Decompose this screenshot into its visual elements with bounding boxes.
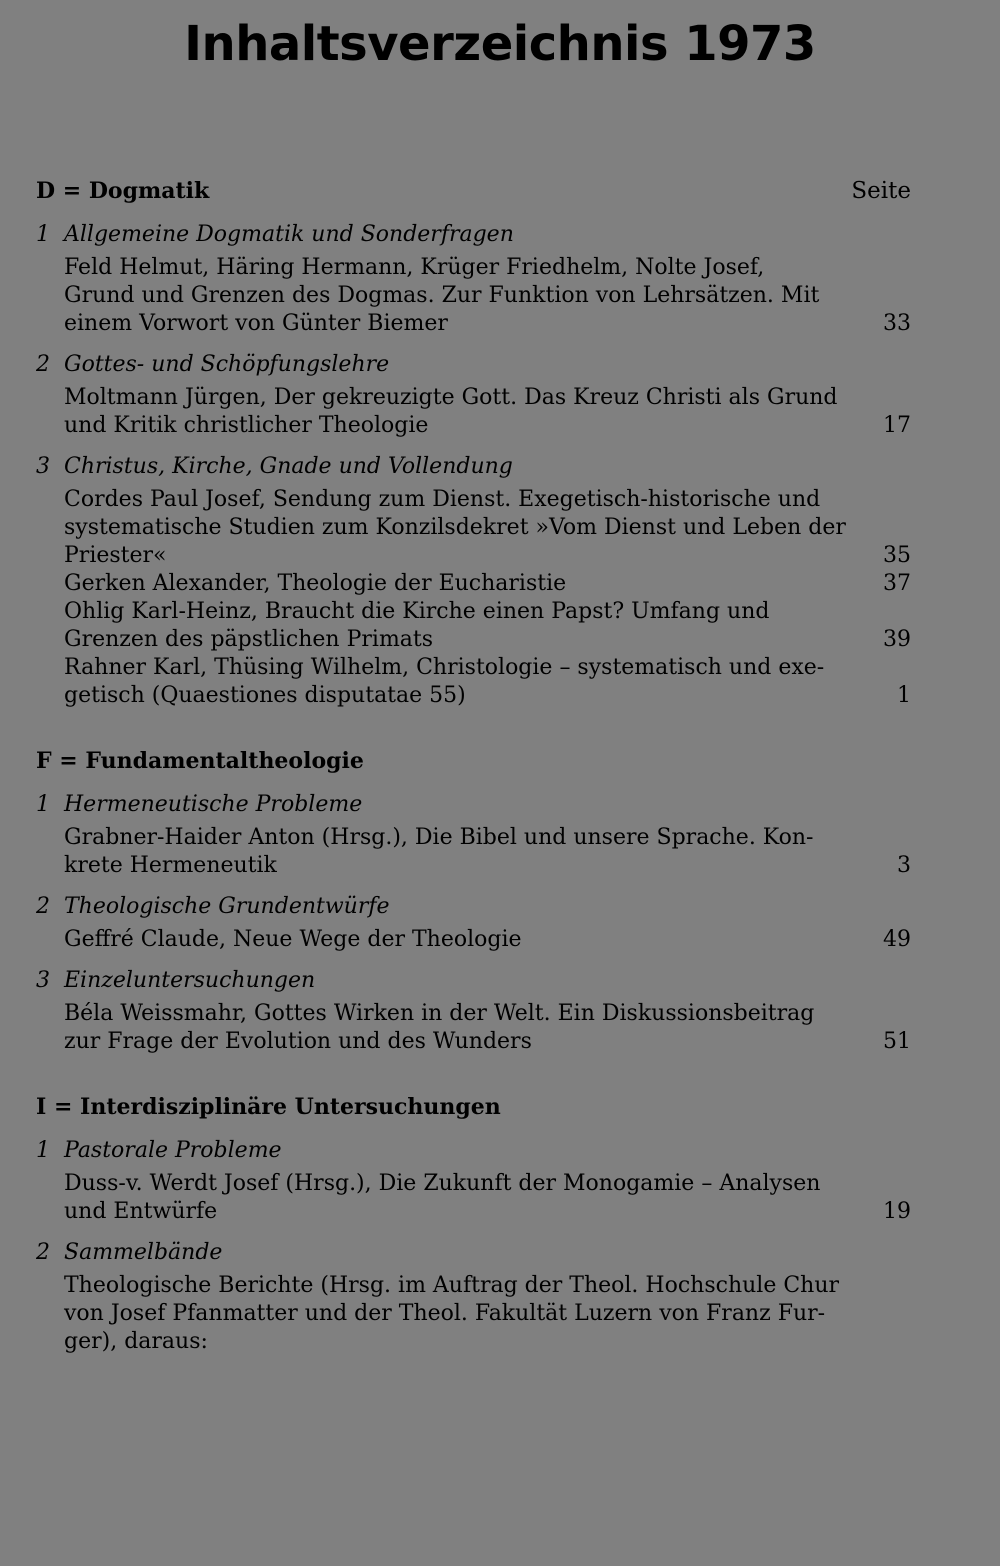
- subsection-number: 1: [36, 1138, 50, 1163]
- table-of-contents: [36, 174, 911, 1356]
- list-item: [36, 1170, 911, 1226]
- section-spacer: [36, 710, 911, 744]
- entry-page: 37: [883, 571, 911, 596]
- entry-text: Grabner-Haider Anton (Hrsg.), Die Bibel und unsere Sprache. Kon- krete Hermeneutik: [64, 825, 814, 878]
- subsection-heading: [36, 350, 911, 380]
- subsection-title: Christus, Kirche, Gnade und Vollendung: [64, 454, 513, 479]
- subsection-number: 3: [36, 454, 50, 479]
- entry-text: Feld Helmut, Häring Hermann, Krüger Friedhelm, Nolte Josef, Grund und Grenzen des Dogmas. Zur Funktion von Lehrsätzen. Mit einem Vorwort von Günter Biemer: [64, 255, 820, 336]
- subsection-number: 2: [36, 894, 50, 919]
- entry-page: 19: [883, 1199, 911, 1224]
- list-item: [36, 1272, 911, 1356]
- section-heading-fundamentaltheologie: [36, 744, 911, 778]
- page-title: Inhaltsverzeichnis 1973: [184, 16, 816, 72]
- list-item: [36, 254, 911, 338]
- subsection-number: 2: [36, 1240, 50, 1265]
- subsection-heading: [36, 452, 911, 482]
- entry-text: Rahner Karl, Thüsing Wilhelm, Christologie – systematisch und exe- getisch (Quaestiones disputatae 55): [64, 655, 825, 708]
- subsection-title: Pastorale Probleme: [64, 1138, 282, 1163]
- subsection-number: 2: [36, 352, 50, 377]
- entry-page: 17: [883, 413, 911, 438]
- subsection-heading: [36, 892, 911, 922]
- section-heading-text: F = Fundamentaltheologie: [36, 748, 364, 774]
- subsection-title: Sammelbände: [64, 1240, 223, 1265]
- entry-page: 39: [883, 627, 911, 652]
- list-item: [36, 384, 911, 440]
- page-column-label: Seite: [851, 178, 911, 204]
- entry-page: 49: [883, 927, 911, 952]
- list-item: [36, 654, 911, 710]
- entry-text: Gerken Alexander, Theologie der Eucharistie: [64, 571, 567, 596]
- list-item: [36, 926, 911, 954]
- entry-page: 1: [897, 683, 911, 708]
- subsection-title: Hermeneutische Probleme: [64, 792, 363, 817]
- section-heading-dogmatik: [36, 174, 911, 208]
- subsection-number: 1: [36, 792, 50, 817]
- entry-page: 33: [883, 311, 911, 336]
- subsection-heading: [36, 966, 911, 996]
- entry-page: 35: [883, 543, 911, 568]
- entry-text: Cordes Paul Josef, Sendung zum Dienst. Exegetisch-historische und systematische Studien zum Konzilsdekret »Vom Dienst und Leben der Priester«: [64, 487, 846, 568]
- entry-text: Theologische Berichte (Hrsg. im Auftrag der Theol. Hochschule Chur von Josef Pfanmatter und der Theol. Fakultät Luzern von Franz Fur- ger), daraus:: [64, 1273, 840, 1354]
- section-heading-text: D = Dogmatik: [36, 178, 210, 204]
- entry-text: Béla Weissmahr, Gottes Wirken in der Welt. Ein Diskussionsbeitrag zur Frage der Evolution und des Wunders: [64, 1001, 815, 1054]
- entry-text: Moltmann Jürgen, Der gekreuzigte Gott. Das Kreuz Christi als Grund und Kritik christlicher Theologie: [64, 385, 838, 438]
- section-heading-interdisziplinaer: [36, 1090, 911, 1124]
- subsection-heading: [36, 1238, 911, 1268]
- entry-text: Ohlig Karl-Heinz, Braucht die Kirche einen Papst? Umfang und Grenzen des päpstlichen Primats: [64, 599, 770, 652]
- list-item: [36, 598, 911, 654]
- subsection-number: 1: [36, 222, 50, 247]
- subsection-title: Einzeluntersuchungen: [64, 968, 316, 993]
- entry-text: Duss-v. Werdt Josef (Hrsg.), Die Zukunft der Monogamie – Analysen und Entwürfe: [64, 1171, 821, 1224]
- list-item: [36, 824, 911, 880]
- entry-page: 3: [897, 853, 911, 878]
- entry-text: Geffré Claude, Neue Wege der Theologie: [64, 927, 522, 952]
- subsection-number: 3: [36, 968, 50, 993]
- subsection-title: Allgemeine Dogmatik und Sonderfragen: [64, 222, 514, 247]
- entry-page: 51: [883, 1029, 911, 1054]
- list-item: [36, 1000, 911, 1056]
- subsection-heading: [36, 1136, 911, 1166]
- subsection-title: Theologische Grundentwürfe: [64, 894, 390, 919]
- list-item: [36, 570, 911, 598]
- list-item: [36, 486, 911, 570]
- section-spacer: [36, 1056, 911, 1090]
- subsection-heading: [36, 220, 911, 250]
- subsection-title: Gottes- und Schöpfungslehre: [64, 352, 390, 377]
- section-heading-text: I = Interdisziplinäre Untersuchungen: [36, 1094, 501, 1120]
- subsection-heading: [36, 790, 911, 820]
